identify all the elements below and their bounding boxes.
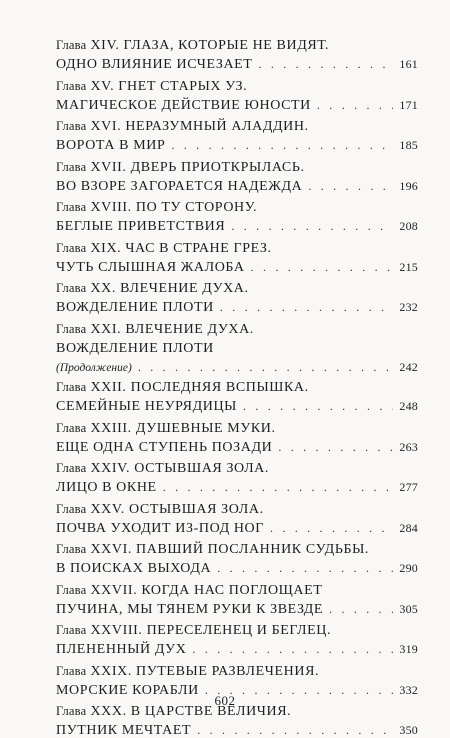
chapter-word: Глава [56,623,87,637]
page-ref: 232 [399,300,418,314]
dot-leader [251,259,394,276]
dot-leader [171,137,393,154]
chapter-title: XXVII. КОГДА НАС ПОГЛОЩАЕТ [90,582,323,598]
page-ref: 332 [399,682,418,697]
page-ref: 350 [399,723,418,737]
chapter-word: Глава [56,704,87,718]
chapter-word: Глава [56,119,87,133]
chapter-word: Глава [56,663,87,678]
chapter-title: XVIII. ПО ТУ СТОРОНУ. [90,200,258,215]
chapter-subtitle: В ПОИСКАХ ВЫХОДА [56,561,212,576]
toc-entry [56,159,418,200]
dot-leader [278,439,393,456]
chapter-subtitle: ВОРОТА В МИР [56,138,166,153]
chapter-title: XXX. В ЦАРСТВЕ ВЕЛИЧИЯ. [90,704,292,719]
chapter-word: Глава [56,420,87,435]
dot-leader [308,178,393,195]
toc-entry [56,240,418,281]
page-ref: 319 [399,642,418,656]
chapter-word: Глава [56,542,87,556]
chapter-heading [56,663,319,680]
dot-leader [329,601,393,618]
chapter-title: XXV. ОСТЫВШАЯ ЗОЛА. [90,501,264,517]
toc-entry [56,501,418,542]
chapter-subtitle: ЕЩЕ ОДНА СТУПЕНЬ ПОЗАДИ [56,439,273,455]
chapter-heading [56,159,305,176]
chapter-word: Глава [56,582,87,597]
chapter-title: XXVIII. ПЕРЕСЕЛЕНЕЦ И БЕГЛЕЦ. [90,623,332,638]
chapter-heading [56,37,329,54]
chapter-title: XIX. ЧАС В СТРАНЕ ГРЕЗ. [90,240,272,256]
chapter-heading [56,199,257,216]
dot-leader [258,56,393,73]
dot-leader [163,479,394,496]
chapter-word: Глава [56,200,87,214]
chapter-title: XVI. НЕРАЗУМНЫЙ АЛАДДИН. [90,119,309,134]
chapter-heading [56,280,249,297]
chapter-heading [56,321,254,338]
chapter-title: XIV. ГЛАЗА, КОТОРЫЕ НЕ ВИДЯТ. [90,38,330,53]
chapter-subtitle: ПУЧИНА, МЫ ТЯНЕМ РУКИ К ЗВЕЗДЕ [56,601,324,617]
chapter-title: XX. ВЛЕЧЕНИЕ ДУХА. [90,281,249,296]
chapter-heading [56,78,247,95]
toc-entry [56,199,418,240]
toc-entry [56,37,418,78]
page-ref: 215 [399,259,418,274]
chapter-heading [56,541,369,558]
chapter-heading [56,622,331,639]
page-ref: 208 [399,219,418,233]
chapter-subtitle: ПУТНИК МЕЧТАЕТ [56,723,192,738]
page-ref: 242 [399,359,418,374]
page-ref: 161 [399,57,418,71]
chapter-title: XXIII. ДУШЕВНЫЕ МУКИ. [90,420,276,436]
dot-leader [138,359,394,376]
chapter-heading [56,379,309,396]
dot-leader [192,641,393,658]
chapter-heading [56,460,269,477]
chapter-subtitle: ОДНО ВЛИЯНИЕ ИСЧЕЗАЕТ [56,57,253,72]
page-ref: 248 [399,399,418,413]
page-ref: 277 [399,480,418,494]
chapter-heading [56,582,322,599]
dot-leader [217,560,393,577]
chapter-subtitle: ВО ВЗОРЕ ЗАГОРАЕТСЯ НАДЕЖДА [56,178,303,194]
page-ref: 284 [399,520,418,535]
page-ref: 290 [399,561,418,575]
chapter-subtitle: ВОЖДЕЛЕНИЕ ПЛОТИ [56,300,214,315]
page-ref: 305 [399,601,418,616]
toc-entry [56,379,418,420]
chapter-note: (Продолжение) [56,361,132,374]
chapter-word: Глава [56,159,87,174]
toc-entry [56,78,418,119]
chapter-word: Глава [56,240,87,255]
page-number: 602 [214,693,236,708]
chapter-title: XXI. ВЛЕЧЕНИЕ ДУХА. [90,321,254,337]
chapter-subtitle: ПЛЕНЕННЫЙ ДУХ [56,642,187,657]
page-ref: 263 [399,439,418,454]
chapter-subtitle: ПОЧВА УХОДИТ ИЗ-ПОД НОГ [56,520,264,536]
toc-entry [56,541,418,582]
chapter-word: Глава [56,78,87,93]
dot-leader [231,218,393,235]
chapter-subtitle: СЕМЕЙНЫЕ НЕУРЯДИЦЫ [56,399,237,414]
chapter-subtitle: МАГИЧЕСКОЕ ДЕЙСТВИЕ ЮНОСТИ [56,97,311,113]
chapter-subtitle: БЕГЛЫЕ ПРИВЕТСТВИЯ [56,219,226,234]
toc-entry [56,280,418,321]
toc-entry [56,118,418,159]
toc-entry [56,321,418,380]
dot-leader [270,520,393,537]
chapter-word: Глава [56,281,87,295]
chapter-heading [56,240,272,257]
toc-entry [56,622,418,663]
dot-leader [197,722,393,738]
chapter-word: Глава [56,461,87,475]
dot-leader [220,299,394,316]
page-ref: 196 [399,178,418,193]
chapter-subtitle: ЧУТЬ СЛЫШНАЯ ЖАЛОБА [56,259,245,275]
toc-entry [56,582,418,623]
chapter-heading [56,420,276,437]
toc-entry [56,460,418,501]
chapter-title: XVII. ДВЕРЬ ПРИОТКРЫЛАСЬ. [90,159,305,175]
chapter-subtitle: МОРСКИЕ КОРАБЛИ [56,682,199,698]
toc-entry [56,420,418,461]
chapter-heading [56,501,264,518]
chapter-subtitle: ЛИЦО В ОКНЕ [56,480,157,495]
chapter-word: Глава [56,380,87,394]
chapter-title: XV. ГНЕТ СТАРЫХ УЗ. [90,78,248,94]
chapter-title: XXIX. ПУТЕВЫЕ РАЗВЛЕЧЕНИЯ. [90,663,320,679]
chapter-title: XXIV. ОСТЫВШАЯ ЗОЛА. [90,461,269,476]
chapter-title: XXII. ПОСЛЕДНЯЯ ВСПЫШКА. [90,380,309,395]
chapter-title: XXVI. ПАВШИЙ ПОСЛАННИК СУДЬБЫ. [90,542,370,557]
dot-leader [243,398,393,415]
chapter-word: Глава [56,38,87,52]
chapter-word: Глава [56,321,87,336]
table-of-contents [56,37,418,738]
chapter-word: Глава [56,501,87,516]
chapter-heading [56,118,309,135]
page-ref: 185 [399,138,418,152]
page-ref: 171 [399,97,418,112]
chapter-subtitle: ВОЖДЕЛЕНИЕ ПЛОТИ [56,340,214,356]
dot-leader [317,97,394,114]
